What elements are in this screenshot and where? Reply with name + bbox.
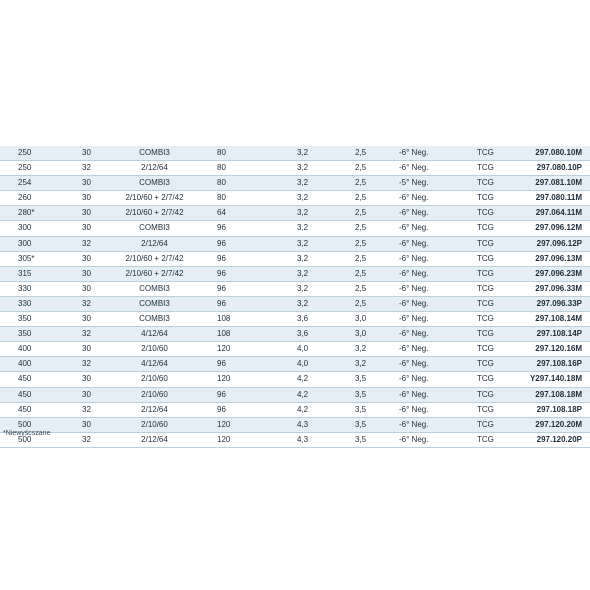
tooth-form-cell: TCG: [457, 206, 505, 221]
hook-angle-cell: -6° Neg.: [393, 312, 457, 327]
table-row: [0, 236, 590, 251]
pin-holes-cell: COMBI3: [102, 312, 207, 327]
hook-angle-cell: -5° Neg.: [393, 176, 457, 191]
bore-cell: 30: [52, 176, 102, 191]
hook-angle-cell: -6° Neg.: [393, 296, 457, 311]
tooth-form-cell: TCG: [457, 357, 505, 372]
table-row: [0, 191, 590, 206]
pin-holes-cell: 2/10/60 + 2/7/42: [102, 266, 207, 281]
teeth-cell: 96: [207, 236, 265, 251]
hook-angle-cell: -6° Neg.: [393, 251, 457, 266]
hook-angle-cell: -6° Neg.: [393, 161, 457, 176]
diameter-cell: 500: [0, 417, 52, 432]
diameter-cell: 305*: [0, 251, 52, 266]
plate-cell: 2,5: [333, 221, 393, 236]
bore-cell: 32: [52, 357, 102, 372]
plate-cell: 2,5: [333, 191, 393, 206]
diameter-cell: 300: [0, 236, 52, 251]
table-row: [0, 176, 590, 191]
teeth-cell: 96: [207, 221, 265, 236]
hook-angle-cell: -6° Neg.: [393, 266, 457, 281]
pin-holes-cell: COMBI3: [102, 296, 207, 311]
article-code-cell: 297.096.33M: [505, 281, 590, 296]
article-code-cell: 297.080.10M: [505, 146, 590, 161]
article-code-cell: 297.108.18P: [505, 402, 590, 417]
teeth-cell: 96: [207, 387, 265, 402]
kerf-cell: 3,2: [265, 146, 333, 161]
plate-cell: 2,5: [333, 281, 393, 296]
kerf-cell: 3,2: [265, 251, 333, 266]
kerf-cell: 4,2: [265, 402, 333, 417]
diameter-cell: 400: [0, 357, 52, 372]
tooth-form-cell: TCG: [457, 402, 505, 417]
bore-cell: 32: [52, 327, 102, 342]
pin-holes-cell: 2/12/64: [102, 236, 207, 251]
hook-angle-cell: -6° Neg.: [393, 221, 457, 236]
diameter-cell: 450: [0, 402, 52, 417]
bore-cell: 30: [52, 206, 102, 221]
kerf-cell: 4,2: [265, 387, 333, 402]
bore-cell: 30: [52, 417, 102, 432]
diameter-cell: 250: [0, 161, 52, 176]
table-row: [0, 221, 590, 236]
plate-cell: 2,5: [333, 296, 393, 311]
diameter-cell: 330: [0, 281, 52, 296]
hook-angle-cell: -6° Neg.: [393, 191, 457, 206]
teeth-cell: 108: [207, 312, 265, 327]
teeth-cell: 96: [207, 357, 265, 372]
tooth-form-cell: TCG: [457, 342, 505, 357]
article-code-cell: 297.096.12M: [505, 221, 590, 236]
table-row: [0, 266, 590, 281]
pin-holes-cell: COMBI3: [102, 146, 207, 161]
table-row: [0, 387, 590, 402]
teeth-cell: 120: [207, 432, 265, 447]
hook-angle-cell: -6° Neg.: [393, 146, 457, 161]
hook-angle-cell: -6° Neg.: [393, 327, 457, 342]
article-code-cell: 297.108.16P: [505, 357, 590, 372]
kerf-cell: 3,2: [265, 176, 333, 191]
teeth-cell: 108: [207, 327, 265, 342]
plate-cell: 2,5: [333, 161, 393, 176]
tooth-form-cell: TCG: [457, 191, 505, 206]
pin-holes-cell: COMBI3: [102, 176, 207, 191]
plate-cell: 2,5: [333, 146, 393, 161]
plate-cell: 3,5: [333, 402, 393, 417]
kerf-cell: 3,2: [265, 236, 333, 251]
teeth-cell: 96: [207, 402, 265, 417]
pin-holes-cell: 2/10/60: [102, 372, 207, 387]
pin-holes-cell: 2/10/60: [102, 417, 207, 432]
table-row: [0, 281, 590, 296]
table-row: [0, 417, 590, 432]
diameter-cell: 450: [0, 372, 52, 387]
diameter-cell: 500: [0, 432, 52, 447]
teeth-cell: 80: [207, 176, 265, 191]
tooth-form-cell: TCG: [457, 146, 505, 161]
teeth-cell: 96: [207, 296, 265, 311]
bore-cell: 32: [52, 402, 102, 417]
diameter-cell: 450: [0, 387, 52, 402]
plate-cell: 3,0: [333, 327, 393, 342]
kerf-cell: 4,2: [265, 372, 333, 387]
tooth-form-cell: TCG: [457, 387, 505, 402]
diameter-cell: 260: [0, 191, 52, 206]
article-code-cell: 297.081.10M: [505, 176, 590, 191]
tooth-form-cell: TCG: [457, 236, 505, 251]
teeth-cell: 80: [207, 146, 265, 161]
pin-holes-cell: 4/12/64: [102, 327, 207, 342]
tooth-form-cell: TCG: [457, 161, 505, 176]
article-code-cell: Y297.140.18M: [505, 372, 590, 387]
article-code-cell: 297.120.20P: [505, 432, 590, 447]
table-row: [0, 146, 590, 161]
kerf-cell: 3,2: [265, 266, 333, 281]
table-body: [0, 146, 590, 447]
table-row: [0, 327, 590, 342]
kerf-cell: 4,0: [265, 357, 333, 372]
table-row: [0, 296, 590, 311]
hook-angle-cell: -6° Neg.: [393, 372, 457, 387]
saw-blade-spec-table: [0, 146, 590, 448]
pin-holes-cell: 2/12/64: [102, 402, 207, 417]
hook-angle-cell: -6° Neg.: [393, 432, 457, 447]
diameter-cell: 350: [0, 327, 52, 342]
pin-holes-cell: 2/10/60 + 2/7/42: [102, 206, 207, 221]
bore-cell: 32: [52, 432, 102, 447]
bore-cell: 30: [52, 342, 102, 357]
article-code-cell: 297.108.18M: [505, 387, 590, 402]
tooth-form-cell: TCG: [457, 312, 505, 327]
hook-angle-cell: -6° Neg.: [393, 281, 457, 296]
teeth-cell: 80: [207, 191, 265, 206]
table-row: [0, 206, 590, 221]
hook-angle-cell: -6° Neg.: [393, 236, 457, 251]
teeth-cell: 64: [207, 206, 265, 221]
hook-angle-cell: -6° Neg.: [393, 417, 457, 432]
tooth-form-cell: TCG: [457, 372, 505, 387]
footnote: *Niewyścszane: [3, 430, 51, 437]
tooth-form-cell: TCG: [457, 281, 505, 296]
kerf-cell: 4,3: [265, 432, 333, 447]
teeth-cell: 80: [207, 161, 265, 176]
article-code-cell: 297.064.11M: [505, 206, 590, 221]
tooth-form-cell: TCG: [457, 266, 505, 281]
article-code-cell: 297.080.10P: [505, 161, 590, 176]
kerf-cell: 3,2: [265, 296, 333, 311]
hook-angle-cell: -6° Neg.: [393, 342, 457, 357]
bore-cell: 30: [52, 312, 102, 327]
article-code-cell: 297.096.12P: [505, 236, 590, 251]
article-code-cell: 297.108.14M: [505, 312, 590, 327]
article-code-cell: 297.120.16M: [505, 342, 590, 357]
pin-holes-cell: 2/10/60: [102, 342, 207, 357]
plate-cell: 3,0: [333, 312, 393, 327]
bore-cell: 32: [52, 161, 102, 176]
diameter-cell: 400: [0, 342, 52, 357]
kerf-cell: 4,0: [265, 342, 333, 357]
bore-cell: 30: [52, 372, 102, 387]
plate-cell: 3,5: [333, 417, 393, 432]
article-code-cell: 297.108.14P: [505, 327, 590, 342]
table-row: [0, 372, 590, 387]
table-row: [0, 251, 590, 266]
plate-cell: 2,5: [333, 176, 393, 191]
tooth-form-cell: TCG: [457, 221, 505, 236]
kerf-cell: 4,3: [265, 417, 333, 432]
kerf-cell: 3,6: [265, 312, 333, 327]
teeth-cell: 120: [207, 417, 265, 432]
bore-cell: 30: [52, 281, 102, 296]
plate-cell: 2,5: [333, 251, 393, 266]
article-code-cell: 297.096.33P: [505, 296, 590, 311]
teeth-cell: 120: [207, 372, 265, 387]
diameter-cell: 250: [0, 146, 52, 161]
plate-cell: 3,5: [333, 372, 393, 387]
bore-cell: 30: [52, 146, 102, 161]
article-code-cell: 297.120.20M: [505, 417, 590, 432]
diameter-cell: 350: [0, 312, 52, 327]
pin-holes-cell: COMBI3: [102, 281, 207, 296]
bore-cell: 30: [52, 251, 102, 266]
plate-cell: 2,5: [333, 266, 393, 281]
table-row: [0, 161, 590, 176]
hook-angle-cell: -6° Neg.: [393, 402, 457, 417]
diameter-cell: 254: [0, 176, 52, 191]
plate-cell: 2,5: [333, 206, 393, 221]
table-row: [0, 342, 590, 357]
bore-cell: 30: [52, 191, 102, 206]
kerf-cell: 3,2: [265, 281, 333, 296]
pin-holes-cell: 2/10/60 + 2/7/42: [102, 251, 207, 266]
article-code-cell: 297.080.11M: [505, 191, 590, 206]
bore-cell: 32: [52, 296, 102, 311]
kerf-cell: 3,2: [265, 221, 333, 236]
plate-cell: 3,2: [333, 357, 393, 372]
plate-cell: 3,5: [333, 432, 393, 447]
kerf-cell: 3,2: [265, 191, 333, 206]
tooth-form-cell: TCG: [457, 296, 505, 311]
tooth-form-cell: TCG: [457, 432, 505, 447]
teeth-cell: 120: [207, 342, 265, 357]
article-code-cell: 297.096.13M: [505, 251, 590, 266]
table-row: [0, 432, 590, 447]
kerf-cell: 3,2: [265, 206, 333, 221]
teeth-cell: 96: [207, 251, 265, 266]
pin-holes-cell: COMBI3: [102, 221, 207, 236]
diameter-cell: 300: [0, 221, 52, 236]
hook-angle-cell: -6° Neg.: [393, 206, 457, 221]
diameter-cell: 280*: [0, 206, 52, 221]
table-row: [0, 402, 590, 417]
bore-cell: 30: [52, 221, 102, 236]
plate-cell: 2,5: [333, 236, 393, 251]
bore-cell: 30: [52, 266, 102, 281]
plate-cell: 3,5: [333, 387, 393, 402]
teeth-cell: 96: [207, 266, 265, 281]
plate-cell: 3,2: [333, 342, 393, 357]
kerf-cell: 3,6: [265, 327, 333, 342]
tooth-form-cell: TCG: [457, 176, 505, 191]
diameter-cell: 330: [0, 296, 52, 311]
tooth-form-cell: TCG: [457, 327, 505, 342]
table-row: [0, 312, 590, 327]
table-row: [0, 357, 590, 372]
article-code-cell: 297.096.23M: [505, 266, 590, 281]
kerf-cell: 3,2: [265, 161, 333, 176]
pin-holes-cell: 2/12/64: [102, 161, 207, 176]
pin-holes-cell: 2/10/60 + 2/7/42: [102, 191, 207, 206]
pin-holes-cell: 2/12/64: [102, 432, 207, 447]
pin-holes-cell: 2/10/60: [102, 387, 207, 402]
pin-holes-cell: 4/12/64: [102, 357, 207, 372]
tooth-form-cell: TCG: [457, 417, 505, 432]
diameter-cell: 315: [0, 266, 52, 281]
tooth-form-cell: TCG: [457, 251, 505, 266]
hook-angle-cell: -6° Neg.: [393, 357, 457, 372]
teeth-cell: 96: [207, 281, 265, 296]
bore-cell: 30: [52, 387, 102, 402]
bore-cell: 32: [52, 236, 102, 251]
hook-angle-cell: -6° Neg.: [393, 387, 457, 402]
